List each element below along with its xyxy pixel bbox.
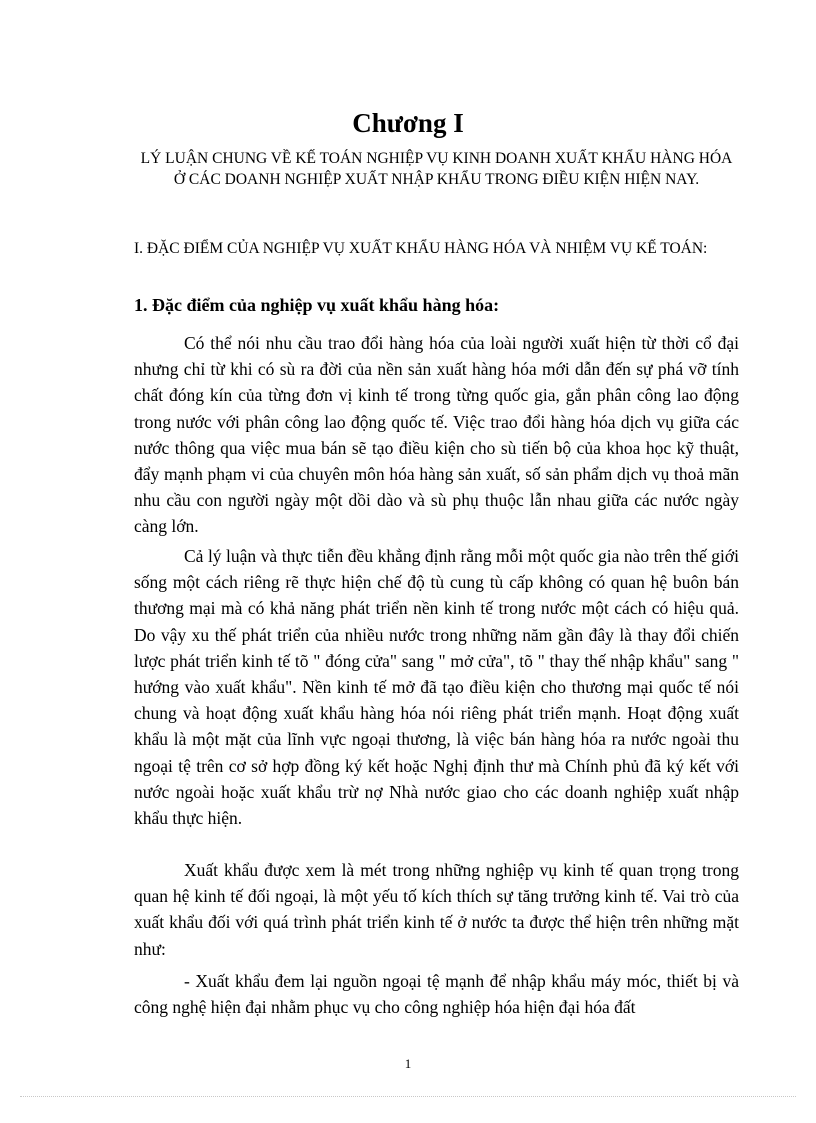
chapter-title: Chương I — [352, 108, 464, 138]
body-paragraph: - Xuất khẩu đem lại nguồn ngoại tệ mạnh để nhập khẩu máy móc, thiết bị và công nghệ hiện đại nhằm phục vụ cho công nghiệp hóa hiện đại hóa đất — [134, 971, 739, 1018]
body-paragraph: Cả lý luận và thực tiễn đều khẳng định rằng mỗi một quốc gia nào trên thế giới sống một cách riêng rẽ thực hiện chế độ tù cung tù cấp không có quan hệ buôn bán thương mại mà có khả năng phát triển nền kinh tế trong nước một cách có hiệu quả. Do vậy xu thế phát triển của nhiều nước trong những năm gần đây là thay đổi chiến lược phát triển kinh tế tõ " đóng cửa" sang " mở cửa", tõ " thay thế nhập khẩu" sang " hướng vào xuất khẩu". Nền kinh tế mở đã tạo điều kiện cho thương mại quốc tế nói chung và hoạt động xuất khẩu hàng hóa nói riêng phát triển mạnh. Hoạt động xuất khẩu là một mặt của lĩnh vực ngoại thương, là việc bán hàng hóa ra nước ngoài thu ngoại tệ trên cơ sở hợp đồng ký kết hoặc Nghị định thư mà Chính phủ đã ký kết với nước ngoài hoặc xuất khẩu trừ nợ Nhà nước giao cho các doanh nghiệp xuất nhập khẩu thực hiện. — [134, 546, 739, 829]
chapter-subtitle: LÝ LUẬN CHUNG VỀ KẾ TOÁN NGHIỆP VỤ KINH DOANH XUẤT KHẨU HÀNG HÓA Ở CÁC DOANH NGHIỆP XUẤT NHẬP KHẨU TRONG ĐIỀU KIỆN HIỆN NAY. — [140, 150, 733, 188]
section-heading: I. ĐẶC ĐIỂM CỦA NGHIỆP VỤ XUẤT KHẨU HÀNG HÓA VÀ NHIỆM VỤ KẾ TOÁN: — [134, 240, 708, 257]
body-paragraph: Có thể nói nhu cầu trao đổi hàng hóa của loài người xuất hiện từ thời cổ đại nhưng chỉ từ khi có sù ra đời của nền sản xuất hàng hóa mới dẫn đến sự phá vỡ tính chất đóng kín của từng đơn vị kinh tế trong từng quốc gia, gắn phân công lao động trong nước với phân công lao động quốc tế. Việc trao đổi hàng hóa dịch vụ giữa các nước thông qua việc mua bán sẽ tạo điều kiện cho sù tiến bộ của khoa học kỹ thuật, đẩy mạnh phạm vi của chuyên môn hóa hàng sản xuất, số sản phẩm dịch vụ thoả mãn nhu cầu con người ngày một dồi dào và sù phụ thuộc lẫn nhau giữa các nước ngày càng lớn. — [134, 333, 739, 537]
body-paragraph: Xuất khẩu được xem là mét trong những nghiệp vụ kinh tế quan trọng trong quan hệ kinh tế đối ngoại, là một yếu tố kích thích sự tăng trưởng kinh tế. Vai trò của xuất khẩu đối với quá trình phát triển kinh tế ở nước ta được thể hiện trên những mặt như: — [134, 860, 739, 959]
sub-heading: 1. Đặc điểm của nghiệp vụ xuất khẩu hàng hóa: — [134, 295, 500, 315]
page-number: 1 — [404, 1056, 412, 1071]
page-boundary-divider — [20, 1096, 796, 1097]
